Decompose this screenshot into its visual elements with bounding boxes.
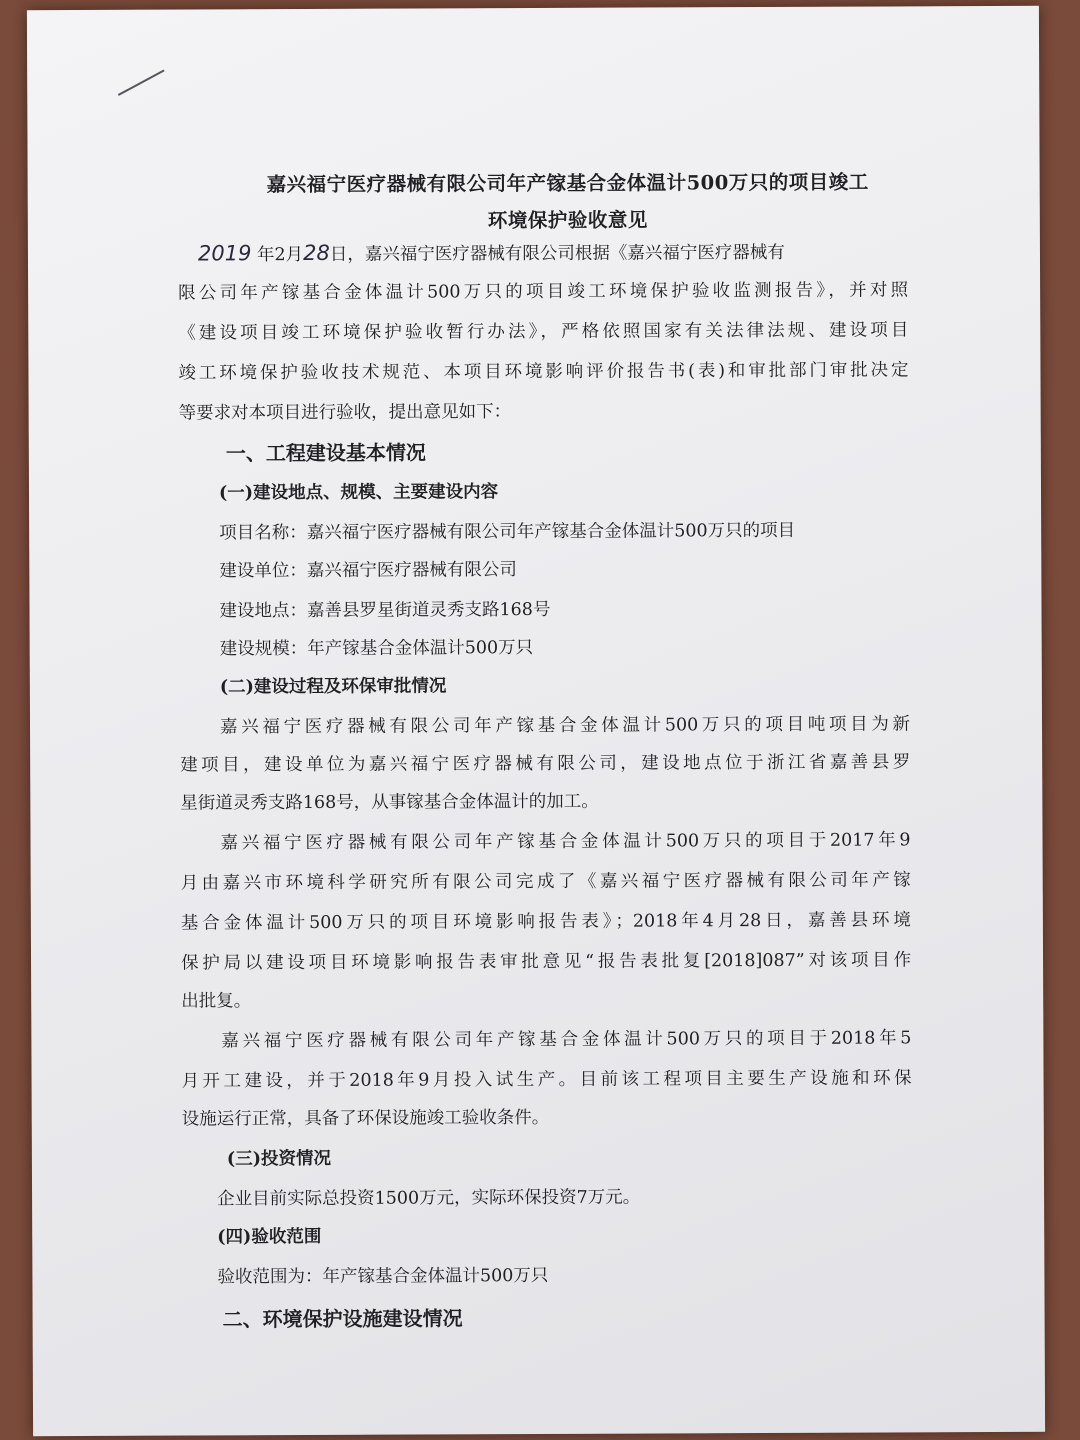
handwritten-day: 28 <box>303 240 330 266</box>
intro-line1 <box>198 239 785 267</box>
pen-mark <box>118 70 165 96</box>
para2-line2: 月由嘉兴市环境科学研究所有限公司完成了《嘉兴福宁医疗器械有限公司年产镓 <box>180 870 911 894</box>
location: 建设地点：嘉善县罗星街道灵秀支路168号 <box>219 599 551 622</box>
intro-line1-rest: 日，嘉兴福宁医疗器械有限公司根据《嘉兴福宁医疗器械有 <box>329 242 785 265</box>
project-name: 项目名称：嘉兴福宁医疗器械有限公司年产镓基合金体温计500万只的项目 <box>219 520 796 544</box>
handwritten-year: 2019 <box>197 241 252 266</box>
subsection4-heading: (四)验收范围 <box>217 1226 322 1248</box>
subsection3-heading: (三)投资情况 <box>226 1148 332 1170</box>
para1-line1: 嘉兴福宁医疗器械有限公司年产镓基合金体温计500万只的项目吨项目为新 <box>219 714 911 738</box>
para3-line2: 月开工建设，并于2018年9月投入试生产。目前该工程项目主要生产设施和环保 <box>181 1068 912 1092</box>
subsection1-heading: (一)建设地点、规模、主要建设内容 <box>218 482 499 504</box>
intro-line2: 限公司年产镓基合金体温计500万只的项目竣工环境保护验收监测报告》，并对照 <box>178 280 909 304</box>
para2-line1: 嘉兴福宁医疗器械有限公司年产镓基合金体温计500万只的项目于2017年9 <box>220 830 911 854</box>
intro-month: 年2月 <box>256 245 304 266</box>
document-title-line1: 嘉兴福宁医疗器械有限公司年产镓基合金体温计500万只的项目竣工 <box>266 170 869 197</box>
acceptance-scope: 验收范围为：年产镓基合金体温计500万只 <box>217 1265 549 1288</box>
section2-heading: 二、环境保护设施建设情况 <box>222 1306 463 1332</box>
para3-line1: 嘉兴福宁医疗器械有限公司年产镓基合金体温计500万只的项目于2018年5 <box>221 1028 912 1052</box>
investment: 企业目前实际总投资1500万元，实际环保投资7万元。 <box>217 1187 641 1210</box>
subsection2-heading: (二)建设过程及环保审批情况 <box>219 676 447 698</box>
section1-heading: 一、工程建设基本情况 <box>225 440 426 466</box>
document-title-line2: 环境保护验收意见 <box>487 208 648 233</box>
para2-line5: 出批复。 <box>181 991 252 1012</box>
intro-line4: 竣工环境保护验收技术规范、本项目环境影响评价报告书(表)和审批部门审批决定 <box>178 360 909 384</box>
para2-line4: 保护局以建设项目环境影响报告表审批意见“报告表批复[2018]087”对该项目作 <box>181 950 912 974</box>
para1-line2: 建项目，建设单位为嘉兴福宁医疗器械有限公司，建设地点位于浙江省嘉善县罗 <box>180 752 911 776</box>
para2-line3: 基合金体温计500万只的项目环境影响报告表》；2018年4月28日，嘉善县环境 <box>180 910 911 934</box>
para1-line3: 星街道灵秀支路168号，从事镓基合金体温计的加工。 <box>180 791 599 814</box>
intro-line5: 等要求对本项目进行验收，提出意见如下： <box>178 402 512 424</box>
para3-line3: 设施运行正常，具备了环保设施竣工验收条件。 <box>181 1107 550 1130</box>
builder: 建设单位：嘉兴福宁医疗器械有限公司 <box>219 560 517 582</box>
scale: 建设规模：年产镓基合金体温计500万只 <box>219 638 534 660</box>
document-page <box>27 6 1045 1436</box>
intro-line3: 《建设项目竣工环境保护验收暂行办法》，严格依照国家有关法律法规、建设项目 <box>178 320 909 344</box>
